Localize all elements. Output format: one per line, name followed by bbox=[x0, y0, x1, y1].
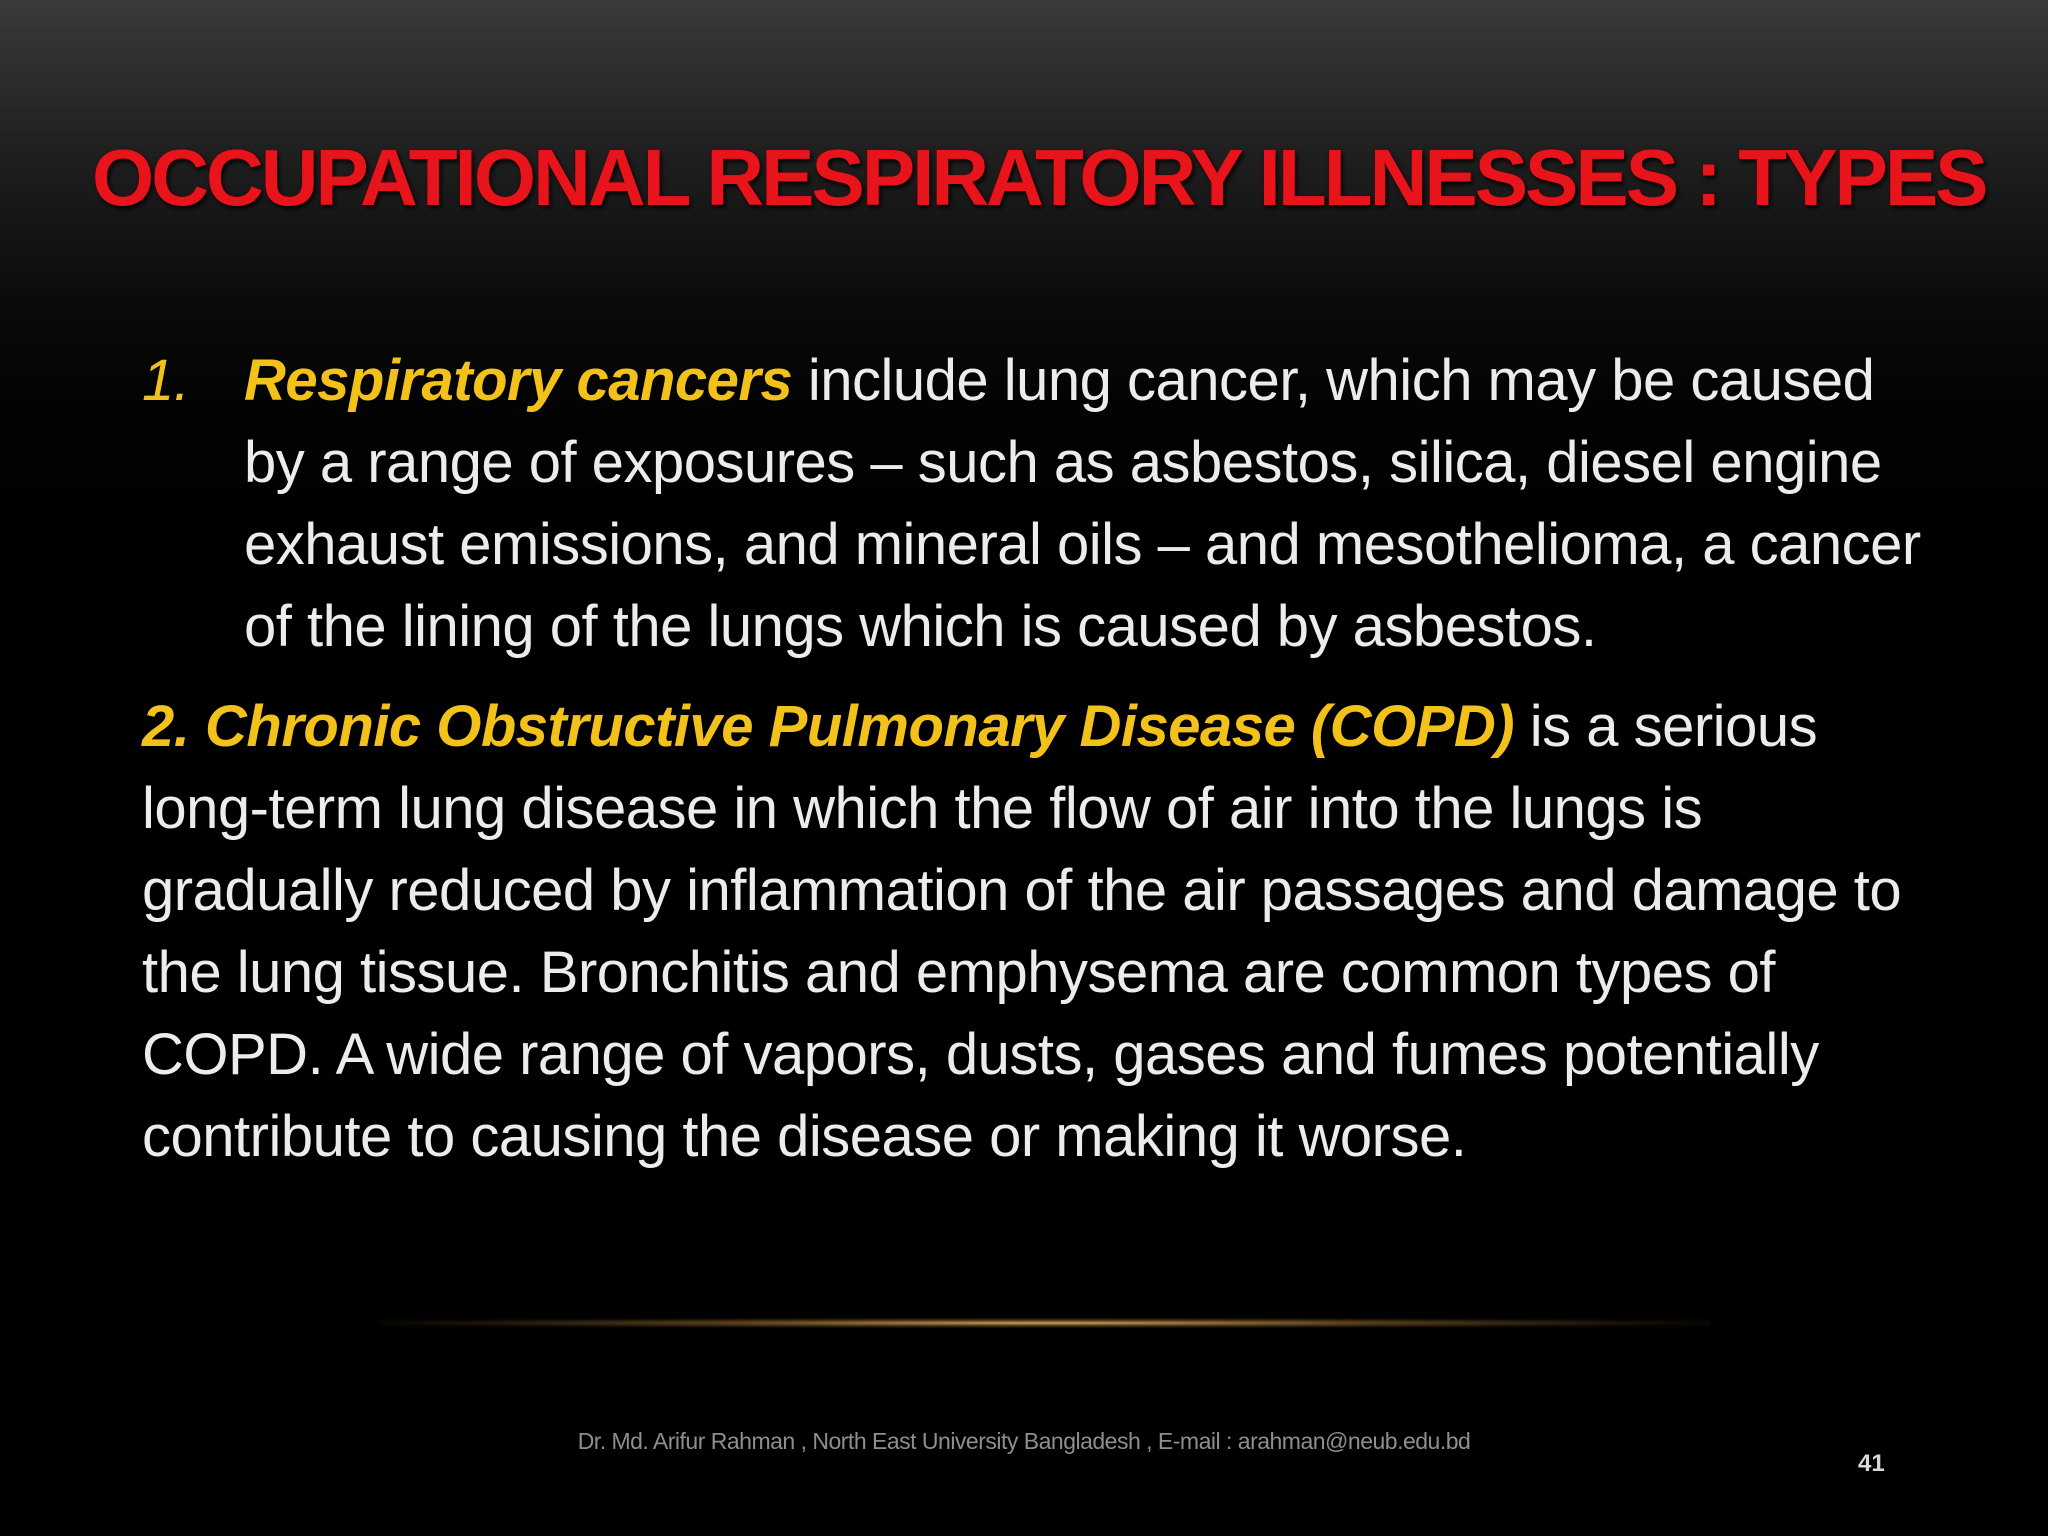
list-item-heading: Chronic Obstructive Pulmonary Disease (COPD) bbox=[205, 694, 1515, 759]
gold-divider bbox=[380, 1318, 1710, 1328]
list-item-respiratory-cancers bbox=[142, 340, 1942, 668]
page-number: 41 bbox=[1858, 1450, 1885, 1477]
list-item-copd bbox=[142, 686, 1942, 1178]
list-item-body: is a serious long-term lung disease in which the flow of air into the lungs is gradually reduced by inflammation of the air passages and damage to the lung tissue. Bronchitis and emphysema are common types of COPD. A wide range of vapors, dusts, gases and fumes potentially contribute to causing the disease or making it worse. bbox=[142, 694, 1902, 1169]
list-item-number: 1. bbox=[142, 348, 190, 413]
list-item-body: include lung cancer, which may be caused by a range of exposures – such as asbestos, silica, diesel engine exhaust emissions, and mineral oils – and mesothelioma, a cancer of the lining of the lungs which is caused by asbestos. bbox=[244, 348, 1921, 659]
slide-content bbox=[142, 340, 1942, 1178]
slide-title: OCCUPATIONAL RESPIRATORY ILLNESSES : TYPES bbox=[92, 133, 1986, 222]
slide-footer: Dr. Md. Arifur Rahman , North East University Bangladesh , E-mail : arahman@neub.edu.bd bbox=[577, 1428, 1471, 1454]
list-item-heading: Respiratory cancers bbox=[244, 348, 793, 413]
list-item-number: 2. bbox=[142, 694, 190, 759]
